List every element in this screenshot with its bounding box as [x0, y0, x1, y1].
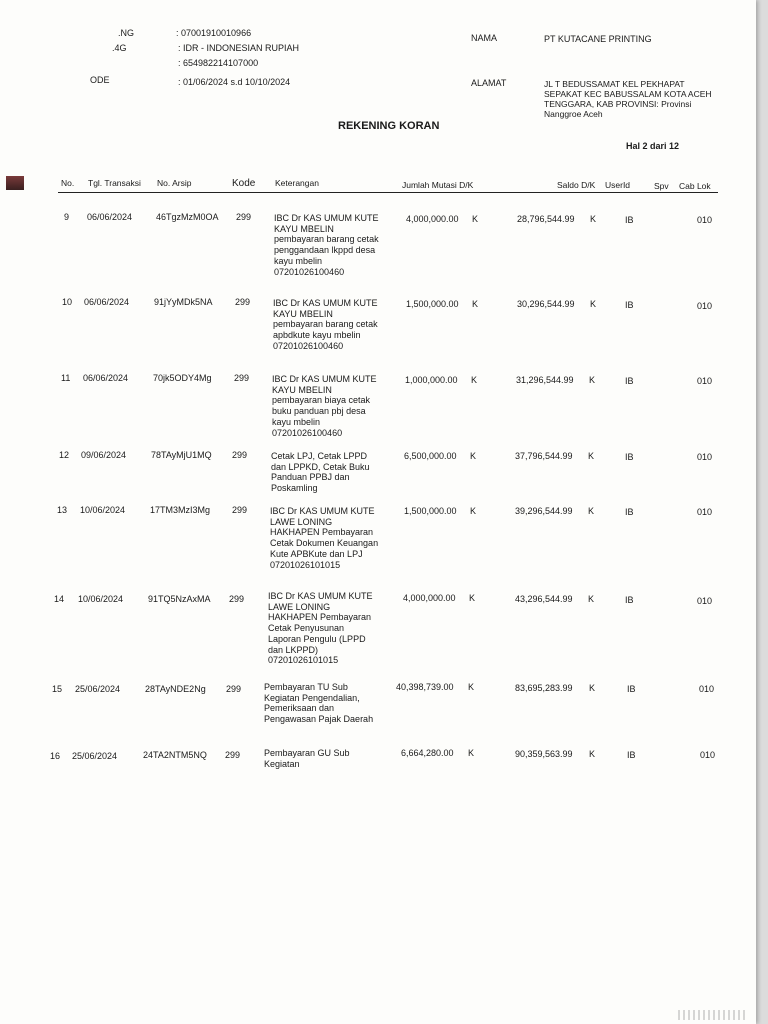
- row-mutasi: 1,000,000.00: [405, 375, 458, 385]
- row-kode: 299: [229, 594, 245, 604]
- nama-value: PT KUTACANE PRINTING: [544, 34, 652, 44]
- col-saldo: Saldo D/K: [557, 180, 596, 190]
- scan-smudge: [678, 1010, 748, 1020]
- row-saldo: 39,296,544.99: [515, 506, 573, 516]
- row-cab-lok: 010: [697, 596, 713, 606]
- row-keterangan: Cetak LPJ, Cetak LPPD dan LPPKD, Cetak Buku Panduan PPBJ dan Poskamling: [271, 451, 370, 494]
- col-userid: UserId: [605, 180, 631, 190]
- row-mutasi-dk: K: [469, 593, 476, 603]
- col-arsip: No. Arsip: [157, 178, 192, 188]
- row-mutasi-dk: K: [468, 748, 475, 758]
- row-cab-lok: 010: [697, 376, 713, 386]
- row-cab-lok: 010: [700, 750, 716, 760]
- row-mutasi: 1,500,000.00: [404, 506, 457, 516]
- row-saldo: 83,695,283.99: [515, 683, 573, 693]
- row-saldo-dk: K: [588, 594, 595, 604]
- row-arsip: 91jYyMDk5NA: [154, 297, 213, 307]
- row-kode: 299: [236, 212, 252, 222]
- document-title: REKENING KORAN: [338, 120, 440, 132]
- row-saldo: 30,296,544.99: [517, 299, 575, 309]
- row-saldo-dk: K: [589, 749, 596, 759]
- col-spv: Spv: [654, 181, 669, 191]
- col-cab-lok: Cab Lok: [679, 181, 711, 191]
- row-saldo: 90,359,563.99: [515, 749, 573, 759]
- row-userid: IB: [625, 452, 634, 462]
- row-date: 06/06/2024: [83, 373, 129, 383]
- col-date: Tgl. Transaksi: [88, 178, 141, 188]
- row-saldo: 37,796,544.99: [515, 451, 573, 461]
- row-keterangan: IBC Dr KAS UMUM KUTE KAYU MBELIN pembayaran barang cetak penggandaan lkppd desa kayu mbelin 07201026100460: [274, 213, 379, 277]
- period-value: : 01/06/2024 s.d 10/10/2024: [178, 77, 291, 87]
- row-mutasi: 6,664,280.00: [401, 748, 454, 758]
- row-no: 12: [59, 450, 70, 460]
- row-no: 15: [52, 684, 63, 694]
- col-kode: Kode: [232, 178, 256, 189]
- row-saldo-dk: K: [590, 214, 597, 224]
- row-saldo: 31,296,544.99: [516, 375, 574, 385]
- account-number: : 07001910010966: [176, 28, 252, 38]
- row-userid: IB: [625, 376, 634, 386]
- col-mutasi: Jumlah Mutasi D/K: [402, 180, 474, 190]
- row-userid: IB: [625, 595, 634, 605]
- col-no: No.: [61, 178, 75, 188]
- row-userid: IB: [625, 215, 634, 225]
- row-arsip: 46TgzMzM0OA: [156, 212, 219, 222]
- row-userid: IB: [625, 300, 634, 310]
- header-rule: [58, 192, 718, 193]
- row-mutasi-dk: K: [470, 506, 477, 516]
- header-row1-label: .NG: [118, 28, 135, 38]
- row-cab-lok: 010: [697, 215, 713, 225]
- row-no: 11: [61, 373, 71, 383]
- row-mutasi: 1,500,000.00: [406, 299, 459, 309]
- row-kode: 299: [225, 750, 241, 760]
- row-date: 10/06/2024: [80, 505, 126, 515]
- row-cab-lok: 010: [697, 507, 713, 517]
- npwp-value: : 654982214107000: [178, 58, 259, 68]
- row-date: 06/06/2024: [84, 297, 130, 307]
- row-saldo-dk: K: [589, 375, 596, 385]
- row-arsip: 17TM3MzI3Mg: [150, 505, 211, 515]
- row-keterangan: IBC Dr KAS UMUM KUTE KAYU MBELIN pembayaran barang cetak apbdkute kayu mbelin 07201026100460: [273, 298, 378, 351]
- row-keterangan: Pembayaran TU Sub Kegiatan Pengendalian, Pemeriksaan dan Pengawasan Pajak Daerah: [264, 682, 374, 725]
- row-date: 09/06/2024: [81, 450, 127, 460]
- alamat-label: ALAMAT: [471, 78, 507, 88]
- row-mutasi: 4,000,000.00: [403, 593, 456, 603]
- row-keterangan: Pembayaran GU Sub Kegiatan: [264, 748, 350, 769]
- row-keterangan: IBC Dr KAS UMUM KUTE KAYU MBELIN pembayaran biaya cetak buku panduan pbj desa kayu mbelin 07201026100460: [272, 374, 377, 438]
- row-date: 10/06/2024: [78, 594, 124, 604]
- row-userid: IB: [627, 750, 636, 760]
- row-saldo: 43,296,544.99: [515, 594, 573, 604]
- row-cab-lok: 010: [699, 684, 715, 694]
- row-arsip: 70jk5ODY4Mg: [153, 373, 212, 383]
- row-kode: 299: [235, 297, 251, 307]
- row-mutasi: 4,000,000.00: [406, 214, 459, 224]
- header-row4-label: ODE: [90, 75, 110, 85]
- row-saldo-dk: K: [588, 451, 595, 461]
- col-keterangan: Keterangan: [275, 178, 319, 188]
- row-userid: IB: [627, 684, 636, 694]
- row-cab-lok: 010: [697, 452, 713, 462]
- row-saldo-dk: K: [589, 683, 596, 693]
- currency-value: : IDR - INDONESIAN RUPIAH: [178, 43, 300, 53]
- nama-label: NAMA: [471, 33, 498, 43]
- row-keterangan: IBC Dr KAS UMUM KUTE LAWE LONING HAKHAPEN Pembayaran Cetak Penyusunan Laporan Pengulu (LPPD dan LKPPD) 07201026101015: [268, 591, 373, 666]
- row-mutasi-dk: K: [468, 682, 475, 692]
- row-mutasi: 6,500,000.00: [404, 451, 457, 461]
- row-no: 13: [57, 505, 68, 515]
- row-arsip: 78TAyMjU1MQ: [151, 450, 212, 460]
- header-row2-label: .4G: [112, 43, 127, 53]
- alamat-value: JL T BEDUSSAMAT KEL PEKHAPAT SEPAKAT KEC BABUSSALAM KOTA ACEH TENGGARA, KAB PROVINSI: Provinsi Nanggroe Aceh: [544, 79, 712, 119]
- row-mutasi-dk: K: [472, 299, 479, 309]
- row-arsip: 91TQ5NzAxMA: [148, 594, 211, 604]
- row-date: 25/06/2024: [72, 751, 118, 761]
- scan-edge-mark: [6, 176, 24, 190]
- row-kode: 299: [234, 373, 250, 383]
- row-userid: IB: [625, 507, 634, 517]
- row-kode: 299: [226, 684, 242, 694]
- row-cab-lok: 010: [697, 301, 713, 311]
- page-indicator: Hal 2 dari 12: [626, 141, 680, 151]
- row-kode: 299: [232, 450, 248, 460]
- row-keterangan: IBC Dr KAS UMUM KUTE LAWE LONING HAKHAPEN Pembayaran Cetak Dokumen Keuangan Kute APBKute dan LPJ 07201026101015: [270, 506, 379, 570]
- row-arsip: 24TA2NTM5NQ: [143, 750, 207, 760]
- row-saldo-dk: K: [588, 506, 595, 516]
- row-saldo-dk: K: [590, 299, 597, 309]
- row-date: 06/06/2024: [87, 212, 133, 222]
- row-no: 14: [54, 594, 65, 604]
- row-no: 9: [64, 212, 70, 222]
- row-saldo: 28,796,544.99: [517, 214, 575, 224]
- row-mutasi-dk: K: [470, 451, 477, 461]
- row-no: 10: [62, 297, 73, 307]
- row-mutasi-dk: K: [471, 375, 478, 385]
- row-no: 16: [50, 751, 61, 761]
- row-arsip: 28TAyNDE2Ng: [145, 684, 206, 694]
- row-kode: 299: [232, 505, 248, 515]
- row-mutasi: 40,398,739.00: [396, 682, 454, 692]
- row-mutasi-dk: K: [472, 214, 479, 224]
- row-date: 25/06/2024: [75, 684, 121, 694]
